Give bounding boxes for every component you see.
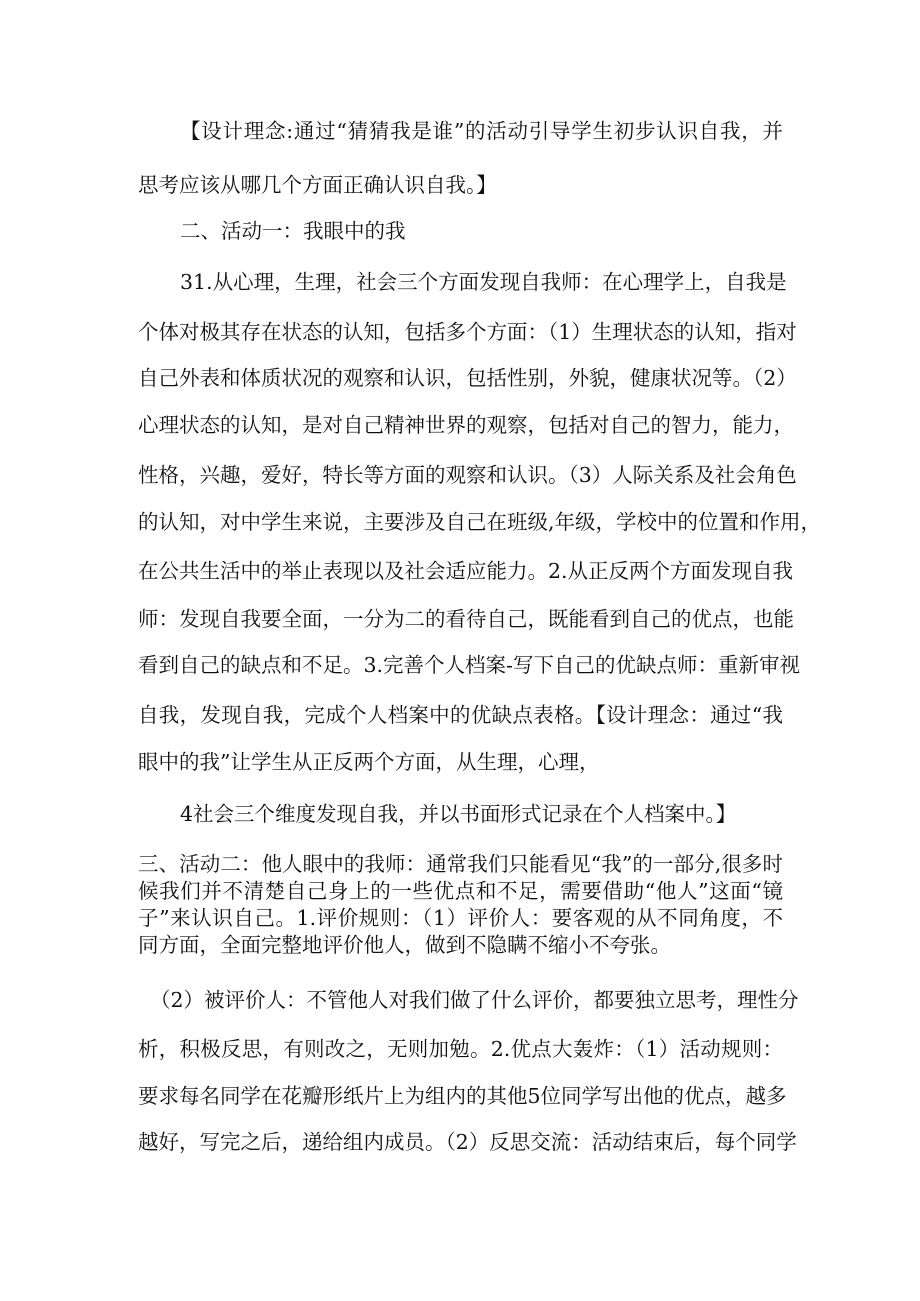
text-line-11: 师：发现自我要全面，一分为二的看待自己，既能看到自己的优点，也能 [138, 607, 794, 631]
text-line-15: 4社会三个维度发现自我，并以书面形式记录在个人档案中。】 [180, 802, 737, 826]
text-line-7: 心理状态的认知，是对自己精神世界的观察，包括对自己的智力，能力， [138, 413, 794, 437]
text-line-4: 31.从心理，生理，社会三个方面发现自我师：在心理学上，自我是 [180, 270, 787, 294]
text-line-22: 要求每名同学在花瓣形纸片上为组内的其他5位同学写出他的优点，越多 [138, 1084, 787, 1108]
section-heading-activity-1: 二、活动一：我眼中的我 [180, 219, 406, 243]
text-line-17: 候我们并不清楚自己身上的一些优点和不足，需要借助“他人”这面“镜 [138, 879, 783, 903]
text-line-18: 子”来认识自己。1.评价规则：（1）评价人：要客观的从不同角度，不 [138, 906, 783, 930]
text-line-23: 越好，写完之后，递给组内成员。（2）反思交流：活动结束后，每个同学 [138, 1130, 797, 1154]
section-heading-activity-2: 三、活动二：他人眼中的我师：通常我们只能看见“我”的一部分,很多时 [138, 852, 783, 876]
text-line-19: 同方面，全面完整地评价他人，做到不隐瞒不缩小不夸张。 [138, 933, 671, 957]
text-line-9: 的认知，对中学生来说，主要涉及自己在班级,年级，学校中的位置和作用， [138, 510, 822, 534]
text-line-2: 思考应该从哪几个方面正确认识自我。】 [138, 173, 497, 197]
text-line-1: 【设计理念:通过“猜猜我是谁”的活动引导学生初步认识自我，并 [180, 119, 783, 143]
text-line-8: 性格，兴趣，爱好，特长等方面的观察和认识。（3）人际关系及社会角色 [138, 463, 797, 487]
text-line-14: 眼中的我”让学生从正反两个方面，从生理，心理， [138, 750, 600, 774]
text-line-6: 自己外表和体质状况的观察和认识，包括性别，外貌，健康状况等。（2） [138, 366, 797, 390]
text-line-20: （2）被评价人：不管他人对我们做了什么评价，都要独立思考，理性分 [150, 988, 799, 1012]
text-line-21: 析，积极反思，有则改之，无则加勉。2.优点大轰炸：（1）活动规则： [138, 1037, 783, 1061]
text-line-12: 看到自己的缺点和不足。3.完善个人档案-写下自己的优缺点师：重新审视 [138, 653, 800, 677]
text-line-13: 自我，发现自我，完成个人档案中的优缺点表格。【设计理念：通过“我 [138, 703, 783, 727]
text-line-10: 在公共生活中的举止表现以及社会适应能力。2.从正反两个方面发现自我 [138, 559, 794, 583]
text-line-5: 个体对极其存在状态的认知，包括多个方面：（1）生理状态的认知，指对 [138, 320, 797, 344]
